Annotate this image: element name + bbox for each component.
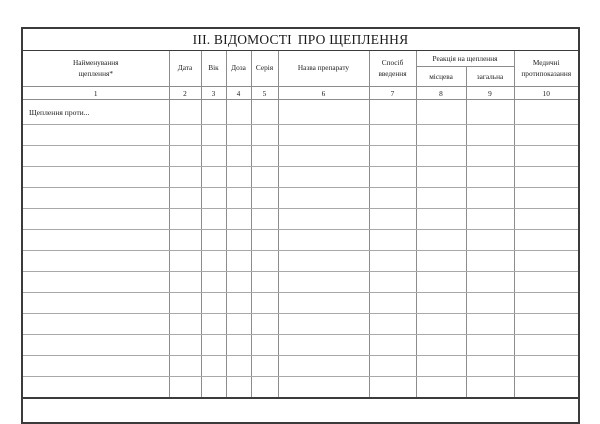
cell-reaction-general[interactable] xyxy=(466,167,514,188)
cell-series[interactable] xyxy=(251,272,278,293)
cell-reaction-local[interactable] xyxy=(416,209,466,230)
cell-dose[interactable] xyxy=(226,335,251,356)
cell-dose[interactable] xyxy=(226,188,251,209)
title-word-pro-scheplennya: ПРО ЩЕПЛЕННЯ xyxy=(297,31,409,47)
cell-series[interactable] xyxy=(251,188,278,209)
cell-vaccination-name[interactable] xyxy=(22,293,169,314)
cell-date[interactable] xyxy=(169,125,201,146)
cell-series[interactable] xyxy=(251,125,278,146)
header-dose: Доза xyxy=(226,51,251,87)
cell-reaction-local[interactable] xyxy=(416,314,466,335)
cell-reaction-local[interactable] xyxy=(416,293,466,314)
cell-medical-contraindications[interactable] xyxy=(514,167,579,188)
cell-medical-contraindications[interactable] xyxy=(514,146,579,167)
cell-age[interactable] xyxy=(201,146,226,167)
cell-administration-method[interactable] xyxy=(369,209,416,230)
cell-dose[interactable] xyxy=(226,356,251,377)
cell-age[interactable] xyxy=(201,272,226,293)
cell-reaction-local[interactable] xyxy=(416,251,466,272)
cell-vaccination-name[interactable] xyxy=(22,209,169,230)
cell-vaccination-name[interactable] xyxy=(22,356,169,377)
cell-reaction-general[interactable] xyxy=(466,209,514,230)
header-reaction-general: загальна xyxy=(466,67,514,87)
cell-vaccination-name[interactable] xyxy=(22,188,169,209)
column-number-6: 6 xyxy=(278,87,369,100)
table-row xyxy=(22,251,579,272)
cell-age[interactable] xyxy=(201,167,226,188)
cell-vaccination-name[interactable] xyxy=(22,272,169,293)
cell-administration-method[interactable] xyxy=(369,125,416,146)
cell-administration-method[interactable] xyxy=(369,293,416,314)
cell-series[interactable] xyxy=(251,209,278,230)
cell-drug-name[interactable] xyxy=(278,167,369,188)
cell-date[interactable] xyxy=(169,167,201,188)
cell-reaction-local[interactable] xyxy=(416,356,466,377)
cell-reaction-general[interactable] xyxy=(466,293,514,314)
cell-dose[interactable] xyxy=(226,251,251,272)
cell-dose[interactable] xyxy=(226,100,251,125)
cell-series[interactable] xyxy=(251,230,278,251)
cell-date[interactable] xyxy=(169,314,201,335)
cell-drug-name[interactable] xyxy=(278,335,369,356)
cell-series[interactable] xyxy=(251,146,278,167)
header-vaccination-name-line1: Найменування xyxy=(72,57,119,67)
cell-medical-contraindications[interactable] xyxy=(514,356,579,377)
cell-drug-name[interactable] xyxy=(278,314,369,335)
header-drug-name: Назва препарату xyxy=(278,51,369,87)
cell-medical-contraindications[interactable] xyxy=(514,335,579,356)
cell-age[interactable] xyxy=(201,100,226,125)
cell-reaction-general[interactable] xyxy=(466,146,514,167)
page-title xyxy=(22,28,579,51)
cell-medical-contraindications[interactable] xyxy=(514,377,579,399)
header-vaccination-name xyxy=(22,51,169,87)
cell-age[interactable] xyxy=(201,209,226,230)
cell-medical-contraindications[interactable] xyxy=(514,230,579,251)
header-administration-method-line2: введення xyxy=(378,68,407,78)
cell-vaccination-name[interactable] xyxy=(22,335,169,356)
cell-age[interactable] xyxy=(201,314,226,335)
cell-vaccination-name[interactable] xyxy=(22,377,169,399)
cell-date[interactable] xyxy=(169,377,201,399)
cell-reaction-general[interactable] xyxy=(466,125,514,146)
cell-drug-name[interactable] xyxy=(278,293,369,314)
table-footer-row xyxy=(22,398,579,423)
header-administration-method xyxy=(369,51,416,87)
table-row xyxy=(22,100,579,125)
cell-date[interactable] xyxy=(169,230,201,251)
cell-drug-name[interactable] xyxy=(278,209,369,230)
cell-reaction-general[interactable] xyxy=(466,188,514,209)
cell-series[interactable] xyxy=(251,356,278,377)
column-number-1: 1 xyxy=(22,87,169,100)
header-medical-contraindications xyxy=(514,51,579,87)
cell-reaction-local[interactable] xyxy=(416,335,466,356)
cell-reaction-general[interactable] xyxy=(466,314,514,335)
cell-reaction-general[interactable] xyxy=(466,377,514,399)
cell-medical-contraindications[interactable] xyxy=(514,293,579,314)
cell-date[interactable] xyxy=(169,146,201,167)
cell-administration-method[interactable] xyxy=(369,100,416,125)
cell-drug-name[interactable] xyxy=(278,356,369,377)
cell-age[interactable] xyxy=(201,335,226,356)
title-word-vidomosti: ВІДОМОСТІ xyxy=(213,31,292,47)
table-row xyxy=(22,188,579,209)
cell-administration-method[interactable] xyxy=(369,146,416,167)
header-reaction-local: місцева xyxy=(416,67,466,87)
table-row xyxy=(22,335,579,356)
cell-dose[interactable] xyxy=(226,146,251,167)
cell-series[interactable] xyxy=(251,293,278,314)
header-age: Вік xyxy=(201,51,226,87)
column-number-5: 5 xyxy=(251,87,278,100)
cell-date[interactable] xyxy=(169,100,201,125)
cell-vaccination-name[interactable]: Щеплення проти... xyxy=(22,100,169,125)
cell-dose[interactable] xyxy=(226,167,251,188)
cell-age[interactable] xyxy=(201,293,226,314)
cell-administration-method[interactable] xyxy=(369,230,416,251)
cell-drug-name[interactable] xyxy=(278,251,369,272)
table-header-row xyxy=(22,51,579,67)
cell-medical-contraindications[interactable] xyxy=(514,209,579,230)
cell-administration-method[interactable] xyxy=(369,188,416,209)
cell-reaction-local[interactable] xyxy=(416,167,466,188)
cell-vaccination-name[interactable] xyxy=(22,167,169,188)
cell-age[interactable] xyxy=(201,356,226,377)
cell-reaction-local[interactable] xyxy=(416,188,466,209)
column-number-2: 2 xyxy=(169,87,201,100)
cell-dose[interactable] xyxy=(226,377,251,399)
cell-dose[interactable] xyxy=(226,230,251,251)
cell-reaction-general[interactable] xyxy=(466,100,514,125)
cell-date[interactable] xyxy=(169,293,201,314)
cell-age[interactable] xyxy=(201,188,226,209)
cell-drug-name[interactable] xyxy=(278,188,369,209)
table-row xyxy=(22,125,579,146)
cell-reaction-local[interactable] xyxy=(416,272,466,293)
header-medical-contraindications-line1: Медичні xyxy=(532,57,560,67)
cell-vaccination-name[interactable] xyxy=(22,230,169,251)
cell-series[interactable] xyxy=(251,335,278,356)
cell-administration-method[interactable] xyxy=(369,272,416,293)
cell-administration-method[interactable] xyxy=(369,167,416,188)
cell-medical-contraindications[interactable] xyxy=(514,125,579,146)
cell-reaction-local[interactable] xyxy=(416,125,466,146)
table-row xyxy=(22,167,579,188)
cell-vaccination-name[interactable] xyxy=(22,125,169,146)
cell-reaction-general[interactable] xyxy=(466,230,514,251)
cell-drug-name[interactable] xyxy=(278,100,369,125)
cell-administration-method[interactable] xyxy=(369,251,416,272)
cell-vaccination-name[interactable] xyxy=(22,314,169,335)
cell-medical-contraindications[interactable] xyxy=(514,100,579,125)
cell-reaction-local[interactable] xyxy=(416,377,466,399)
table-row xyxy=(22,377,579,399)
cell-reaction-general[interactable] xyxy=(466,251,514,272)
cell-age[interactable] xyxy=(201,230,226,251)
column-number-7: 7 xyxy=(369,87,416,100)
column-number-4: 4 xyxy=(226,87,251,100)
cell-drug-name[interactable] xyxy=(278,377,369,399)
header-vaccination-name-line2: щеплення* xyxy=(78,68,113,78)
cell-medical-contraindications[interactable] xyxy=(514,272,579,293)
table-numbering-row xyxy=(22,87,579,100)
cell-reaction-local[interactable] xyxy=(416,230,466,251)
cell-age[interactable] xyxy=(201,125,226,146)
header-series: Серія xyxy=(251,51,278,87)
table-row xyxy=(22,230,579,251)
cell-drug-name[interactable] xyxy=(278,125,369,146)
cell-reaction-local[interactable] xyxy=(416,146,466,167)
column-number-9: 9 xyxy=(466,87,514,100)
cell-reaction-general[interactable] xyxy=(466,335,514,356)
cell-vaccination-name[interactable] xyxy=(22,251,169,272)
cell-age[interactable] xyxy=(201,377,226,399)
table-row xyxy=(22,314,579,335)
cell-reaction-general[interactable] xyxy=(466,356,514,377)
cell-medical-contraindications[interactable] xyxy=(514,251,579,272)
cell-series[interactable] xyxy=(251,100,278,125)
footer-note-cell[interactable] xyxy=(22,398,579,423)
cell-drug-name[interactable] xyxy=(278,272,369,293)
header-date: Дата xyxy=(169,51,201,87)
cell-series[interactable] xyxy=(251,251,278,272)
cell-date[interactable] xyxy=(169,209,201,230)
title-prefix: III. xyxy=(192,31,211,47)
table-row xyxy=(22,272,579,293)
column-number-8: 8 xyxy=(416,87,466,100)
cell-medical-contraindications[interactable] xyxy=(514,188,579,209)
header-reaction-group: Реакція на щеплення xyxy=(416,51,514,67)
cell-drug-name[interactable] xyxy=(278,230,369,251)
cell-date[interactable] xyxy=(169,335,201,356)
vaccination-record-table xyxy=(21,27,580,424)
cell-administration-method[interactable] xyxy=(369,314,416,335)
cell-administration-method[interactable] xyxy=(369,335,416,356)
cell-reaction-general[interactable] xyxy=(466,272,514,293)
cell-date[interactable] xyxy=(169,356,201,377)
cell-dose[interactable] xyxy=(226,293,251,314)
cell-dose[interactable] xyxy=(226,209,251,230)
cell-age[interactable] xyxy=(201,251,226,272)
column-number-3: 3 xyxy=(201,87,226,100)
table-row xyxy=(22,356,579,377)
cell-dose[interactable] xyxy=(226,272,251,293)
cell-date[interactable] xyxy=(169,251,201,272)
cell-reaction-local[interactable] xyxy=(416,100,466,125)
table-row xyxy=(22,146,579,167)
cell-medical-contraindications[interactable] xyxy=(514,314,579,335)
cell-drug-name[interactable] xyxy=(278,146,369,167)
cell-date[interactable] xyxy=(169,188,201,209)
cell-dose[interactable] xyxy=(226,314,251,335)
column-number-10: 10 xyxy=(514,87,579,100)
table-row xyxy=(22,209,579,230)
table-title-row xyxy=(22,28,579,51)
cell-administration-method[interactable] xyxy=(369,377,416,399)
header-medical-contraindications-line2: протипоказання xyxy=(521,68,572,78)
cell-date[interactable] xyxy=(169,272,201,293)
cell-vaccination-name[interactable] xyxy=(22,146,169,167)
cell-series[interactable] xyxy=(251,314,278,335)
cell-dose[interactable] xyxy=(226,125,251,146)
cell-series[interactable] xyxy=(251,377,278,399)
table-row xyxy=(22,293,579,314)
cell-series[interactable] xyxy=(251,167,278,188)
header-administration-method-line1: Спосіб xyxy=(381,57,404,67)
cell-administration-method[interactable] xyxy=(369,356,416,377)
